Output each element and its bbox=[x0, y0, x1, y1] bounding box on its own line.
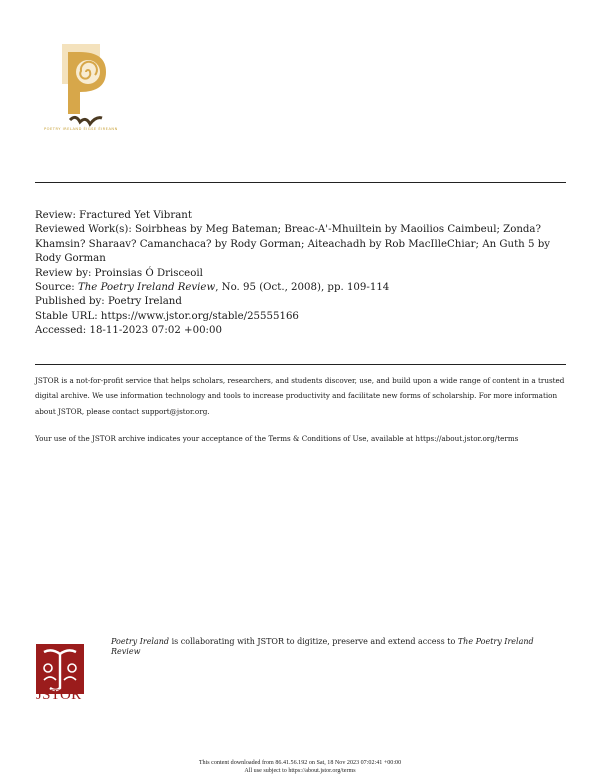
stable-url-link[interactable]: Stable URL: https://www.jstor.org/stable/25555166 bbox=[35, 310, 299, 322]
footer-line-1: This content downloaded from 86.41.56.192 on Sat, 18 Nov 2023 07:02:41 +00:00 bbox=[198, 760, 402, 766]
logo-caption: POETRY IRELAND ÉIGSE ÉIREANN bbox=[44, 127, 118, 131]
review-title: Review: Fractured Yet Vibrant bbox=[35, 210, 192, 221]
published-by: Published by: Poetry Ireland bbox=[35, 296, 182, 308]
notice-paragraph-2: Your use of the JSTOR archive indicates your acceptance of the Terms & Conditions of Use, available at https://about.jstor.org/terms bbox=[35, 434, 519, 444]
collaboration-statement bbox=[111, 637, 541, 657]
source-details: , No. 95 (Oct., 2008), pp. 109-114 bbox=[215, 282, 390, 294]
poetry-ireland-logo bbox=[40, 44, 140, 136]
source-journal: The Poetry Ireland Review bbox=[77, 282, 216, 294]
top-divider bbox=[35, 182, 566, 183]
jstor-wordmark: JSTOR bbox=[36, 687, 82, 703]
collab-publisher: Poetry Ireland bbox=[111, 637, 170, 646]
reviewed-works: Reviewed Work(s): Soirbheas by Meg Bateman; Breac-A'-Mhuiltein by Maoilios Caimbeul; Zonda? Khamsin? Sharaav? Camanchaca? by Rody Gorman; Aiteachadh by Rob MacIlleChiar; An Guth 5 by Rody Gorman bbox=[35, 224, 550, 265]
notice-paragraph-1: JSTOR is a not-for-profit service that helps scholars, researchers, and students discover, use, and build upon a wide range of content in a trusted digital archive. We use information technology and tools to increase productivity and facilitate new forms of scholarship. For more information about JSTOR, please contact support@jstor.org. bbox=[35, 376, 565, 416]
download-footer bbox=[0, 760, 600, 775]
source-line bbox=[35, 281, 566, 295]
collab-text: is collaborating with JSTOR to digitize, preserve and extend access to bbox=[169, 637, 458, 646]
article-metadata bbox=[35, 209, 566, 339]
footer-line-2: All use subject to https://about.jstor.org/terms bbox=[244, 767, 356, 774]
collab-journal: The Poetry Ireland Review bbox=[111, 637, 534, 657]
jstor-notice bbox=[35, 373, 566, 447]
source-label: Source: bbox=[35, 282, 78, 294]
bottom-divider bbox=[35, 364, 566, 365]
reviewer: Review by: Proinsias Ó Drisceoil bbox=[35, 267, 203, 279]
accessed-date: Accessed: 18-11-2023 07:02 +00:00 bbox=[35, 325, 222, 337]
